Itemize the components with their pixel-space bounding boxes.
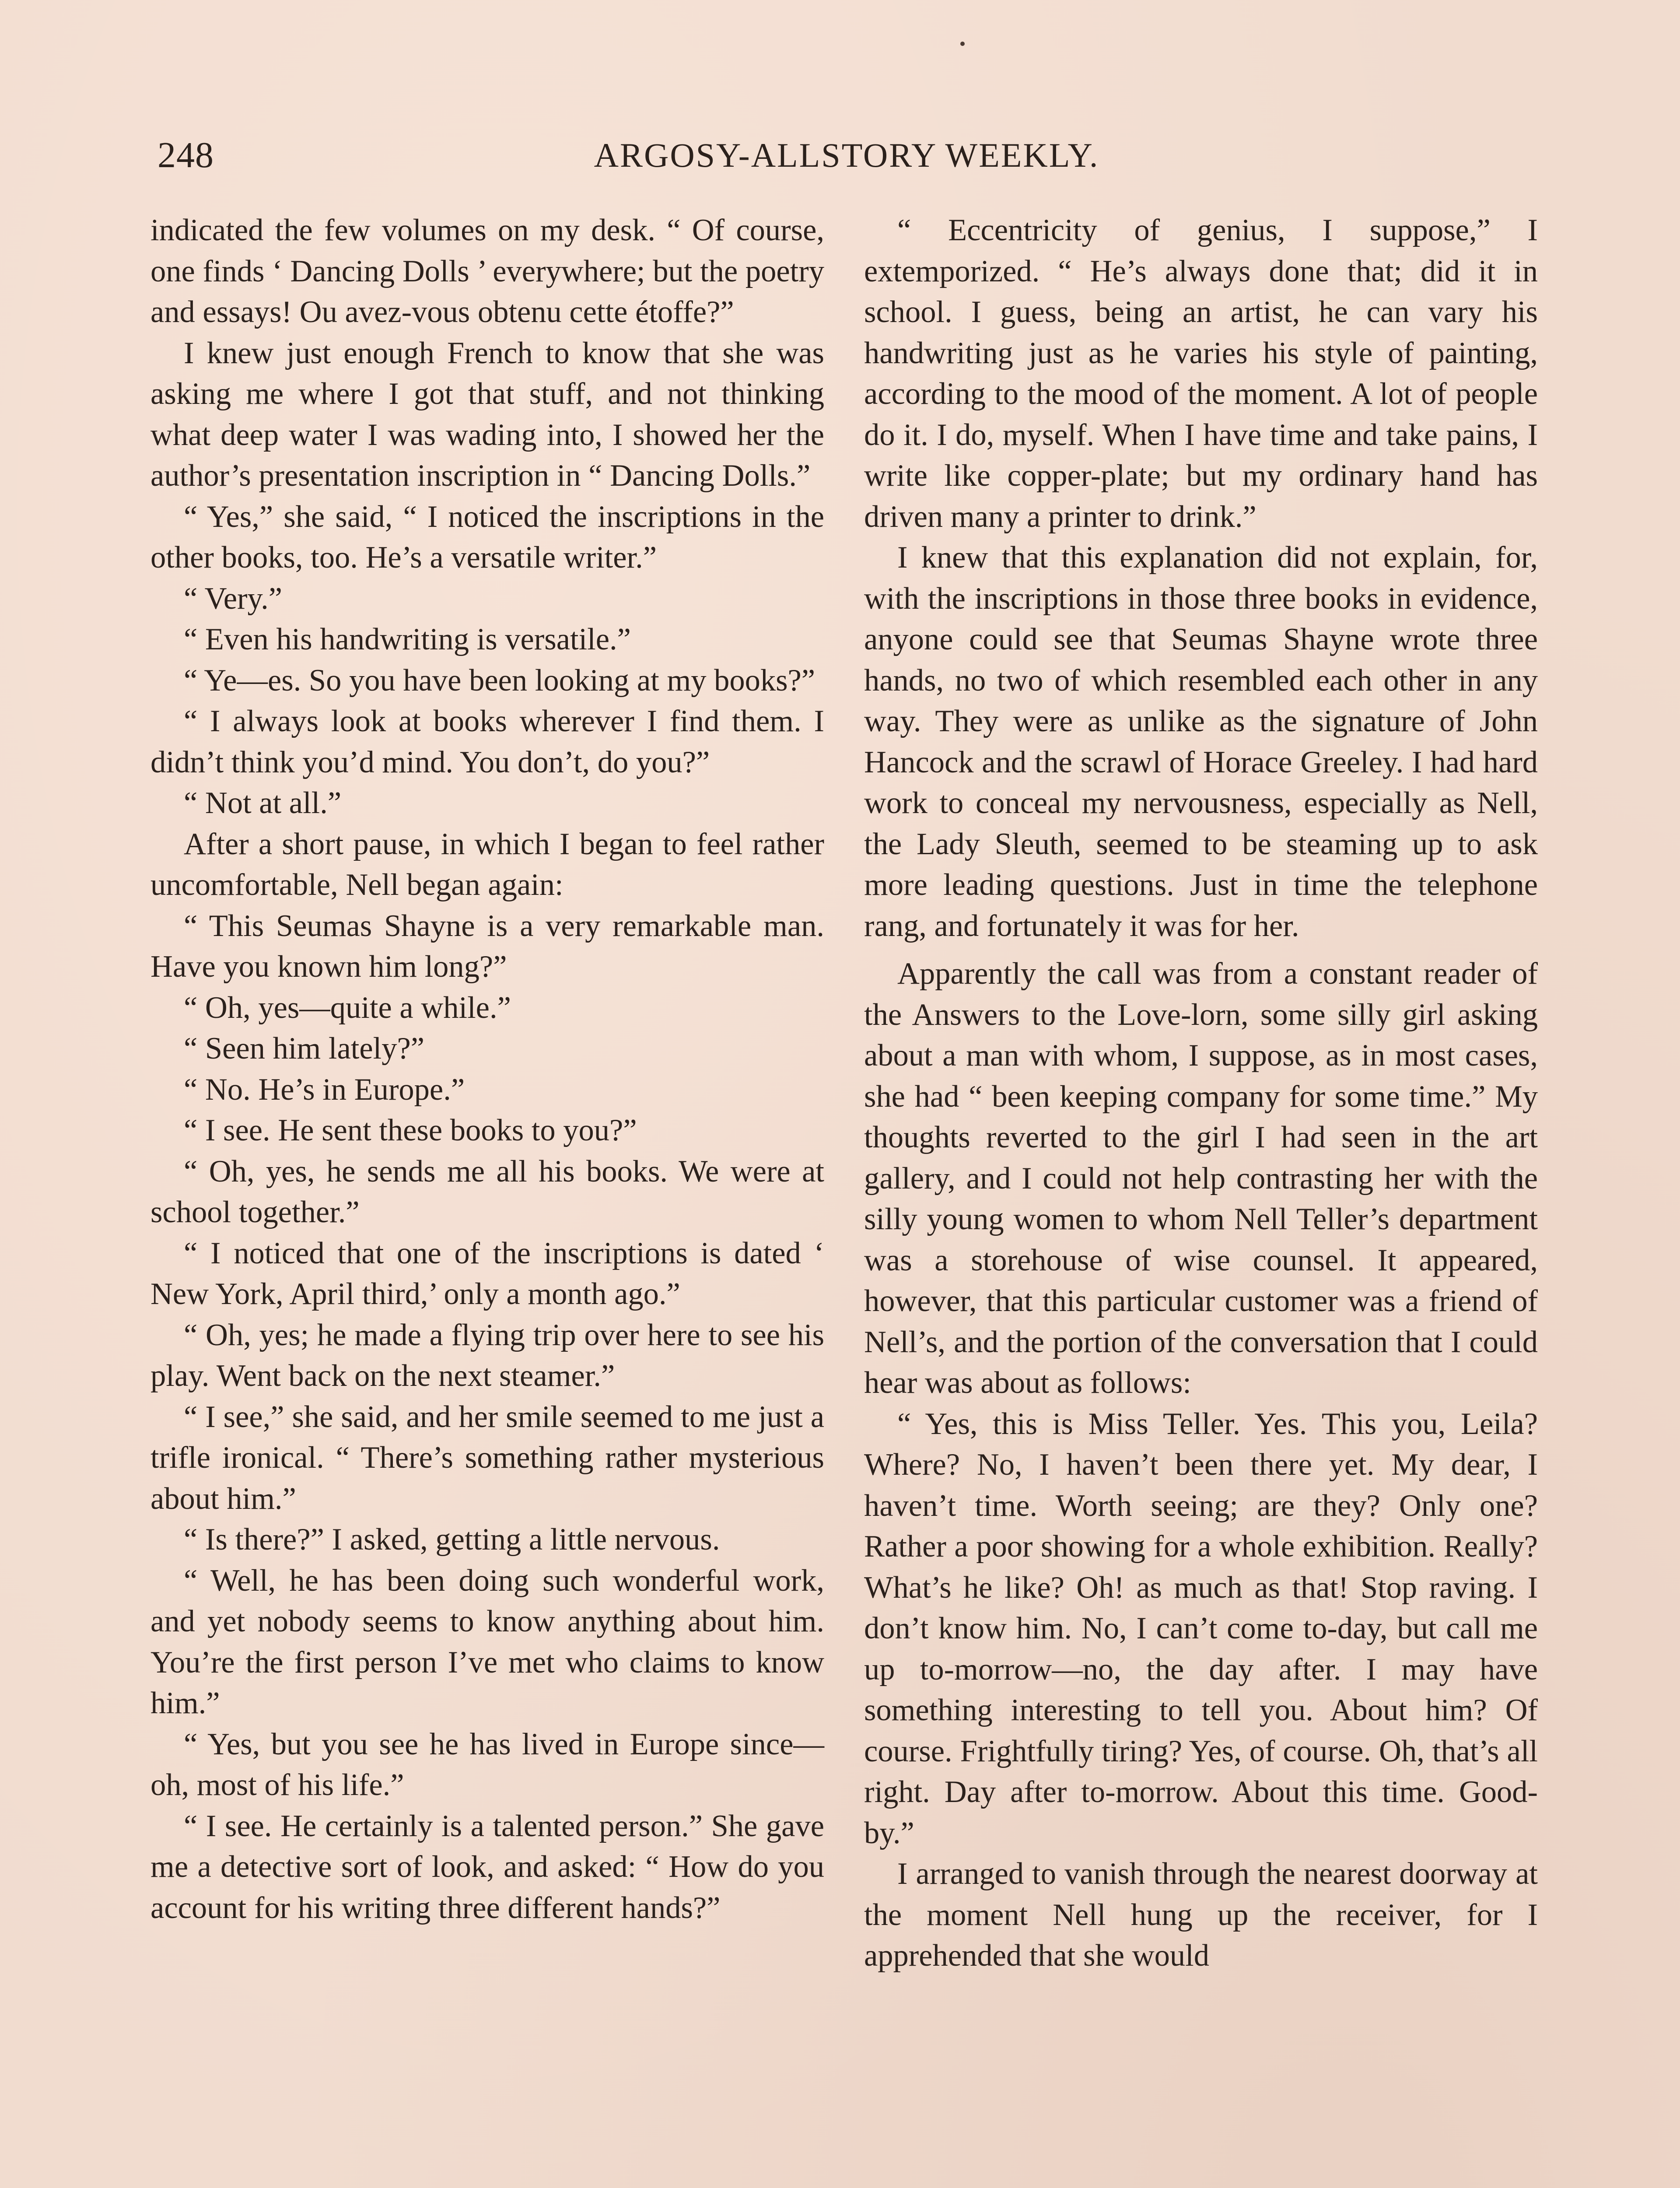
running-head: ARGOSY-ALLSTORY WEEKLY. xyxy=(594,136,1099,174)
paragraph: “ Oh, yes—quite a while.” xyxy=(184,990,511,1025)
paragraph: “ Well, he has been doing such wonderful work, and yet nobody seems to know anything about him. You’re the first person I’ve met who claims to know him.” xyxy=(150,1563,824,1720)
paragraph: “ This Seumas Shayne is a very remarkable man. Have you known him long?” xyxy=(150,908,824,984)
paragraph: “ I always look at books wherever I find them. I didn’t think you’d mind. You don’t, do you?” xyxy=(150,704,824,779)
paper-speck xyxy=(960,42,965,46)
paragraph: “ Is there?” I asked, getting a little nervous. xyxy=(184,1522,720,1557)
paragraph: “ I see. He sent these books to you?” xyxy=(184,1113,637,1147)
paragraph: “ Not at all.” xyxy=(184,786,342,820)
paragraph: “ I see,” she said, and her smile seemed to me just a trifle ironical. “ There’s something rather mysterious about him.” xyxy=(150,1399,824,1516)
paragraph: “ Yes,” she said, “ I noticed the inscriptions in the other books, too. He’s a versatile writer.” xyxy=(150,499,824,575)
paragraph: “ No. He’s in Europe.” xyxy=(184,1072,465,1107)
paragraph: “ Oh, yes, he sends me all his books. We were at school together.” xyxy=(150,1154,824,1229)
paragraph: “ Yes, this is Miss Teller. Yes. This you, Leila? Where? No, I haven’t been there yet. My dear, I haven’t time. Worth seeing; are they? Only one? Rather a poor showing for a whole exhibition. Really? What’s he like? Oh! as much as that! Stop raving. I don’t know him. No, I can’t come to-day, but call me up to-morrow—no, the day after. I may have something interesting to tell you. About him? Of course. Frightfully tiring? Yes, of course. Oh, that’s all right. Day after to-morrow. About this time. Good-by.” xyxy=(864,1406,1538,1850)
right-column xyxy=(864,210,1538,1977)
paragraph: I knew just enough French to know that she was asking me where I got that stuff, and not thinking what deep water I was wading into, I showed her the author’s presentation inscription in “ Dancing Dolls.” xyxy=(150,336,824,493)
page-header xyxy=(158,131,1536,179)
paragraph: “ Eccentricity of genius, I suppose,” I extemporized. “ He’s always done that; did it in school. I guess, being an artist, he can vary his handwriting just as he varies his style of painting, according to the mood of the moment. A lot of people do it. I do, myself. When I have time and take pains, I write like copper-plate; but my ordinary hand has driven many a printer to drink.” xyxy=(864,213,1538,534)
paragraph: Apparently the call was from a constant reader of the Answers to the Love-lorn, some silly girl asking about a man with whom, I suppose, as in most cases, she had “ been keeping company for some time.” My thoughts reverted to the girl I had seen in the art gallery, and I could not help contrasting her with the silly young women to whom Nell Teller’s department was a storehouse of wise counsel. It appeared, however, that this particular customer was a friend of Nell’s, and the portion of the conversation that I could hear was about as follows: xyxy=(864,957,1538,1400)
paragraph: “ Oh, yes; he made a flying trip over here to see his play. Went back on the next steamer.” xyxy=(150,1318,824,1393)
paragraph: “ I see. He certainly is a talented person.” She gave me a detective sort of look, and asked: “ How do you account for his writing three different hands?” xyxy=(150,1809,824,1925)
paragraph: “ Yes, but you see he has lived in Europe since—oh, most of his life.” xyxy=(150,1727,824,1802)
paragraph: “ Ye—es. So you have been looking at my books?” xyxy=(184,663,816,698)
paragraph: indicated the few volumes on my desk. “ Of course, one finds ‘ Dancing Dolls ’ everywhere; but the poetry and essays! Ou avez-vous obtenu cette étoffe?” xyxy=(150,213,824,329)
page-number: 248 xyxy=(158,135,214,175)
paragraph: I knew that this explanation did not explain, for, with the inscriptions in those three books in evidence, anyone could see that Seumas Shayne wrote three hands, no two of which resembled each other in any way. They were as unlike as the signature of John Hancock and the scrawl of Horace Greeley. I had hard work to conceal my nervousness, especially as Nell, the Lady Sleuth, seemed to be steaming up to ask more leading questions. Just in time the telephone rang, and fortunately it was for her. xyxy=(864,540,1538,943)
paragraph: “ Even his handwriting is versatile.” xyxy=(184,622,631,656)
paragraph: I arranged to vanish through the nearest doorway at the moment Nell hung up the receiver, for I apprehended that she would xyxy=(864,1857,1538,1973)
left-column xyxy=(150,210,824,1929)
paragraph: “ Very.” xyxy=(184,581,283,616)
paragraph: “ Seen him lately?” xyxy=(184,1031,425,1066)
paragraph: After a short pause, in which I began to feel rather uncomfortable, Nell began again: xyxy=(150,827,824,902)
paragraph: “ I noticed that one of the inscriptions is dated ‘ New York, April third,’ only a month ago.” xyxy=(150,1236,824,1311)
